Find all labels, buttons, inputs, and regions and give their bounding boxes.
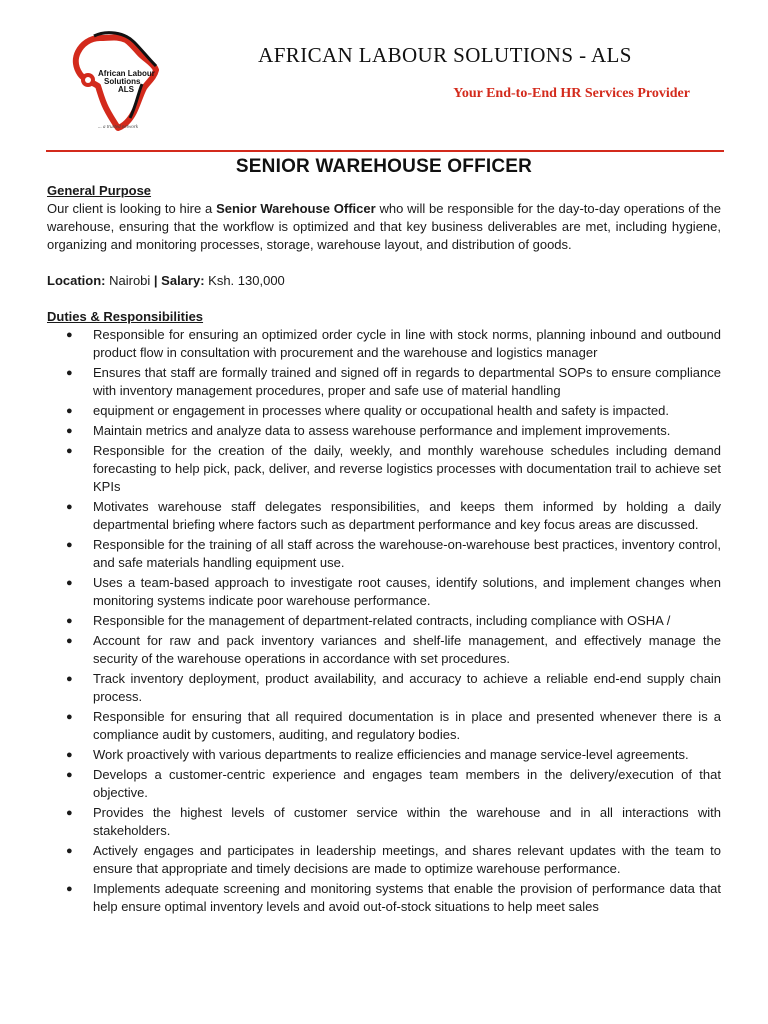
duty-text: Responsible for ensuring an optimized order cycle in line with stock norms, planning inbound and outbound product flow in consultation with procurement and the warehouse and logistics manager [93, 327, 721, 360]
bullet-icon: ● [66, 445, 73, 457]
general-purpose-text [47, 200, 721, 254]
bullet-icon: ● [66, 883, 73, 895]
location-label: Location: [47, 273, 106, 288]
bullet-icon: ● [66, 615, 73, 627]
bullet-icon: ● [66, 749, 73, 761]
duties-list [47, 326, 721, 916]
duty-item [47, 574, 721, 610]
duty-text: Responsible for ensuring that all required documentation is in place and presented whenever there is a compliance audit by customers, auditing, and regulatory bodies. [93, 709, 721, 742]
duty-text: Responsible for the creation of the daily, weekly, and monthly warehouse schedules including demand forecasting to help pick, pack, deliver, and reverse logistics processes with documentation trail to achieve set KPIs [93, 443, 721, 494]
intro-end: who will be responsible for the day-to-day operations of the warehouse, ensuring that the workflow is optimized and that key business deliverables are met, including hygiene, organizing and monitoring processes, storage, warehouse layout, and distribution of goods. [47, 201, 722, 252]
bullet-icon: ● [66, 769, 73, 781]
bullet-icon: ● [66, 711, 73, 723]
header-divider [46, 150, 724, 152]
duty-text: Work proactively with various departments to realize efficiencies and manage service-level agreements. [93, 747, 689, 762]
salary-label: Salary: [157, 273, 205, 288]
separator: | [153, 273, 158, 288]
duty-text: Maintain metrics and analyze data to assess warehouse performance and implement improvements. [93, 423, 671, 438]
duty-item [47, 842, 721, 878]
duty-text: Responsible for the training of all staff across the warehouse-on-warehouse best practices, inventory control, and safe materials handling equipment use. [93, 537, 721, 570]
bullet-icon: ● [66, 673, 73, 685]
als-logo [58, 24, 170, 136]
job-title: SENIOR WAREHOUSE OFFICER [235, 156, 533, 177]
duty-item [47, 612, 721, 630]
location-value: Nairobi [105, 273, 154, 288]
duty-text: Uses a team-based approach to investigate root causes, identify solutions, and implement changes when monitoring systems indicate poor warehouse performance. [93, 575, 721, 608]
letterhead [0, 0, 768, 152]
duty-text: equipment or engagement in processes where quality or occupational health and safety is impacted. [93, 403, 669, 418]
job-description [47, 182, 721, 918]
duty-item [47, 670, 721, 706]
duty-item [47, 326, 721, 362]
duty-text: Ensures that staff are formally trained and signed off in regards to departmental SOPs to ensure compliance with inventory management procedures, proper and safe use of material handling [93, 365, 721, 398]
duty-item [47, 498, 721, 534]
bullet-icon: ● [66, 425, 73, 437]
bullet-icon: ● [66, 635, 73, 647]
svg-text:African Labour: African Labour [98, 69, 155, 78]
duty-text: Track inventory deployment, product availability, and accuracy to achieve a reliable end-end supply chain process. [93, 671, 721, 704]
bullet-icon: ● [66, 367, 73, 379]
company-name: AFRICAN LABOUR SOLUTIONS - ALS [258, 43, 632, 67]
company-tagline: Your End-to-End HR Services Provider [453, 86, 690, 101]
duty-text: Account for raw and pack inventory variances and shelf-life management, and effectively manage the security of the warehouse operations in accordance with set procedures. [93, 633, 721, 666]
salary-value: Ksh. 130,000 [204, 273, 285, 288]
duty-text: Motivates warehouse staff delegates responsibilities, and keeps them informed by holding a daily departmental briefing where factors such as department performance and key focus areas are discussed. [93, 499, 721, 532]
duty-item [47, 364, 721, 400]
duty-item [47, 746, 721, 764]
bullet-icon: ● [66, 807, 73, 819]
role-name: Senior Warehouse Officer [216, 201, 376, 216]
svg-text:Solutions: Solutions [104, 77, 141, 86]
duty-item [47, 766, 721, 802]
duty-item [47, 880, 721, 916]
duty-item [47, 402, 721, 420]
bullet-icon: ● [66, 577, 73, 589]
duty-text: Develops a customer-centric experience and engages team members in the delivery/execution of that objective. [93, 767, 721, 800]
duty-item [47, 422, 721, 440]
bullet-icon: ● [66, 845, 73, 857]
bullet-icon: ● [66, 501, 73, 513]
duty-item [47, 442, 721, 496]
svg-text:ALS: ALS [118, 85, 134, 94]
svg-text:... a trusted network: ... a trusted network [98, 125, 138, 130]
duty-item [47, 804, 721, 840]
duty-item [47, 536, 721, 572]
bullet-icon: ● [66, 405, 73, 417]
duty-text: Actively engages and participates in leadership meetings, and shares relevant updates with the team to ensure that appropriate and timely decisions are made to optimize warehouse performance. [93, 843, 721, 876]
bullet-icon: ● [66, 539, 73, 551]
bullet-icon: ● [66, 329, 73, 341]
intro-start: Our client is looking to hire a [47, 201, 217, 216]
duty-text: Implements adequate screening and monitoring systems that enable the provision of performance data that help ensure optimal inventory levels and avoid out-of-stock situations to help meet sales [93, 881, 721, 914]
general-purpose-heading: General Purpose [47, 183, 152, 198]
duty-item [47, 708, 721, 744]
duty-item [47, 632, 721, 668]
duty-text: Responsible for the management of department-related contracts, including compliance with OSHA / [93, 613, 671, 628]
duty-text: Provides the highest levels of customer service within the warehouse and in all interactions with stakeholders. [93, 805, 721, 838]
location-salary-line [47, 272, 721, 290]
duties-heading: Duties & Responsibilities [47, 309, 204, 324]
